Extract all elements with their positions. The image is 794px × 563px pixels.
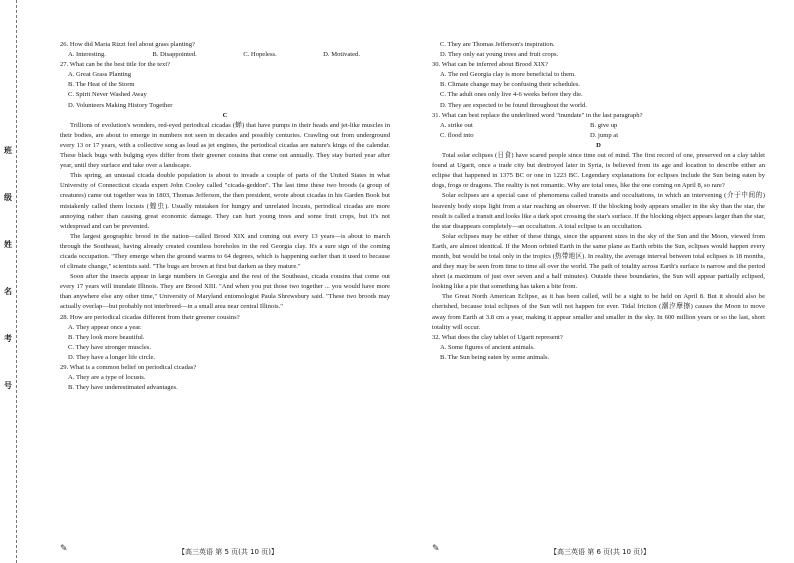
option: A. They are a type of locusts. <box>68 374 146 382</box>
option: A. They appear once a year. <box>68 323 142 331</box>
option: B. give up <box>590 121 618 129</box>
binding-label: 考 <box>4 334 12 343</box>
option: D. Motivated. <box>323 51 360 59</box>
option: D. jump at <box>590 131 619 139</box>
option: D. They only eat young trees and fruit crops. <box>440 51 559 59</box>
passage-paragraph: Total solar eclipses (日食) have scared people since time out of mind. The first record of one, preserved on a clay tablet found at Ugarit, once a trade city but destroyed later in Syria, is believed from its age and location to describe either an eclipse that happened in 1375 BC or one in 1223 BC. Legendary explanations for eclipses include the Sun being eaten by dogs, frogs or dragons. The reality is not romantic. Why are total ones, like the one coming on April 8, so rare? <box>432 152 765 190</box>
option: A. The red Georgia clay is more beneficial to them. <box>440 71 576 79</box>
right-page <box>432 40 765 363</box>
option: D. Volunteers Making History Together <box>68 101 173 109</box>
binding-label: 姓 <box>4 240 12 249</box>
question-31-options <box>432 121 765 131</box>
question-30: 30. What can be inferred about Brood XIX? <box>432 61 548 69</box>
option: B. Climate change may be confusing their schedules. <box>440 81 581 89</box>
section-heading-d: D <box>596 141 601 149</box>
option: B. Disappointed. <box>152 51 197 59</box>
passage-paragraph: Trillions of evolution's wonders, red-eyed periodical cicadas (蝉) that have pumps in their heads and jet-like muscles in their bodies, are about to emerge in numbers not seen in decades and possibly centuries. Crawling out from underground every 13 or 17 years, with a collective song as loud as jet engines, the periodical cicadas are nature's kings of the calendar. These black bugs with bulging eyes differ from their greener cousins that come out annually. They stay buried year after year, until they surface and take over a landscape. <box>60 121 390 170</box>
passage-paragraph: The largest geographic brood in the nation—called Brood XIX and coming out every 13 years—is about to march through the Southeast, having already created countless boreholes in the red Georgia clay. It's a sure sign of the coming cicada occupation. "They emerge when the ground warms to 64 degrees, which is happening earlier than it used to because of climate change," scientists said. "The bugs are brown at first but darken as they mature." <box>60 232 390 271</box>
page-number: 【高三英语 第 6 页(共 10 页)】 <box>550 548 650 556</box>
option: A. Great Grass Planting <box>68 71 131 79</box>
option: C. Spirit Never Washed Away <box>68 91 147 99</box>
option: B. The Heat of the Storm <box>68 81 135 89</box>
option: B. They look more beautiful. <box>68 333 145 341</box>
publisher-logo-icon: ✎ <box>60 544 68 554</box>
binding-label: 号 <box>4 381 12 390</box>
option: B. The Sun being eaten by some animals. <box>440 353 550 361</box>
publisher-logo-icon: ✎ <box>432 544 440 554</box>
section-heading-c: C <box>222 111 228 119</box>
option: A. strike out <box>440 121 473 129</box>
binding-labels <box>0 145 16 391</box>
option: C. Hopeless. <box>243 51 277 59</box>
question-27: 27. What can be the best title for the text? <box>60 61 171 69</box>
passage-paragraph: Soon after the insects appear in large numbers in Georgia and the rest of the Southeast, cicada cousins that come out every 17 years will inundate Illinois. They are Brood XIII. "And when you put those two together ... you would have more than anywhere else any other time," University of Maryland entomologist Paula Shrewsbury said. "These two broods may actually overlap—but probably not interbreed—in a small area near central Illinois." <box>60 273 390 311</box>
option: D. They are expected to be found throughout the world. <box>440 101 587 109</box>
question-32: 32. What does the clay tablet of Ugarit represent? <box>432 333 563 341</box>
option: D. They have a longer life circle. <box>68 353 156 361</box>
passage-paragraph: Solar eclipses may be either of these things, since the apparent sizes in the sky of the Sun and the Moon, viewed from Earth, are almost identical. If the Moon orbited Earth in the same plane as Earth orbits the Sun, eclipses would happen every month, but would be total only in the tropics (热带地区). In reality, the average interval between total eclipses is 18 months, and they may be seen from time to time all over the world. The path of totality across Earth's surface is narrow and the period short (a maximum of just over seven and a half minutes). Outside these boundaries, the Sun will appear partially eclipsed, looking like a pie that something has taken a bite from. <box>432 232 765 291</box>
option: C. They are Thomas Jefferson's inspiration. <box>440 41 555 48</box>
question-28: 28. How are periodical cicadas different from their greener cousins? <box>60 313 240 321</box>
binding-label: 名 <box>4 287 12 296</box>
option: B. They have underestimated advantages. <box>68 384 178 392</box>
option: C. flood into <box>440 131 474 139</box>
option: C. The adult ones only live 4-6 weeks before they die. <box>440 91 583 99</box>
option: A. Interesting. <box>68 51 106 59</box>
binding-label: 级 <box>4 193 12 202</box>
option: A. Some figures of ancient animals. <box>440 343 535 351</box>
left-page <box>60 40 390 393</box>
page-number: 【高三英语 第 5 页(共 10 页)】 <box>178 548 278 556</box>
question-29: 29. What is a common belief on periodical cicadas? <box>60 364 197 371</box>
question-31-options <box>432 131 765 141</box>
binding-label: 班 <box>4 146 12 155</box>
option: C. They have stronger muscles. <box>68 343 152 351</box>
passage-paragraph: This spring, an unusual cicada double population is about to invade a couple of parts of the United States in what University of Connecticut cicada expert John Cooley called "cicada-geddon". The last time these two broods (a group of creatures) came out together was in 1803, Thomas Jefferson, the then president, wrote about cicadas in his Garden Book but mistakenly called them locusts (蝗虫). Usually mistaken for hungry and unrelated locusts, periodical cicadas are more annoying rather than causing great economic damage. They can hurt young trees and some fruit crops, but it's not widespread and can be prevented. <box>60 172 390 230</box>
question-31: 31. What can best replace the underlined word "inundate" in the last paragraph? <box>432 111 643 119</box>
question-26-options <box>60 50 390 60</box>
passage-paragraph: Solar eclipses are a special case of phenomena called transits and occultations, in which an intervening (介于中间的) heavenly body stops light from a star reaching an observer. If the blocking body appears smaller in the sky than the star, the result is called a transit and looks like a dark spot crossing the star's surface. If the blocking object appears larger than the star, the star disappears completely—an occultation. A total eclipse is an occultation. <box>432 192 765 230</box>
passage-paragraph: The Great North American Eclipse, as it has been called, will be a sight to be held on April 8. But it should also be cherished, because total eclipses of the Sun will not happen for ever. Tidal friction (潮汐摩擦) causes the Moon to move away from Earth at 3.8 cm a year, making it appear smaller and smaller in the sky. In 600 million years or so the last, short totality will occur. <box>432 293 765 331</box>
question-26: 26. How did Maria Rizzi feel about grass planting? <box>60 41 195 48</box>
